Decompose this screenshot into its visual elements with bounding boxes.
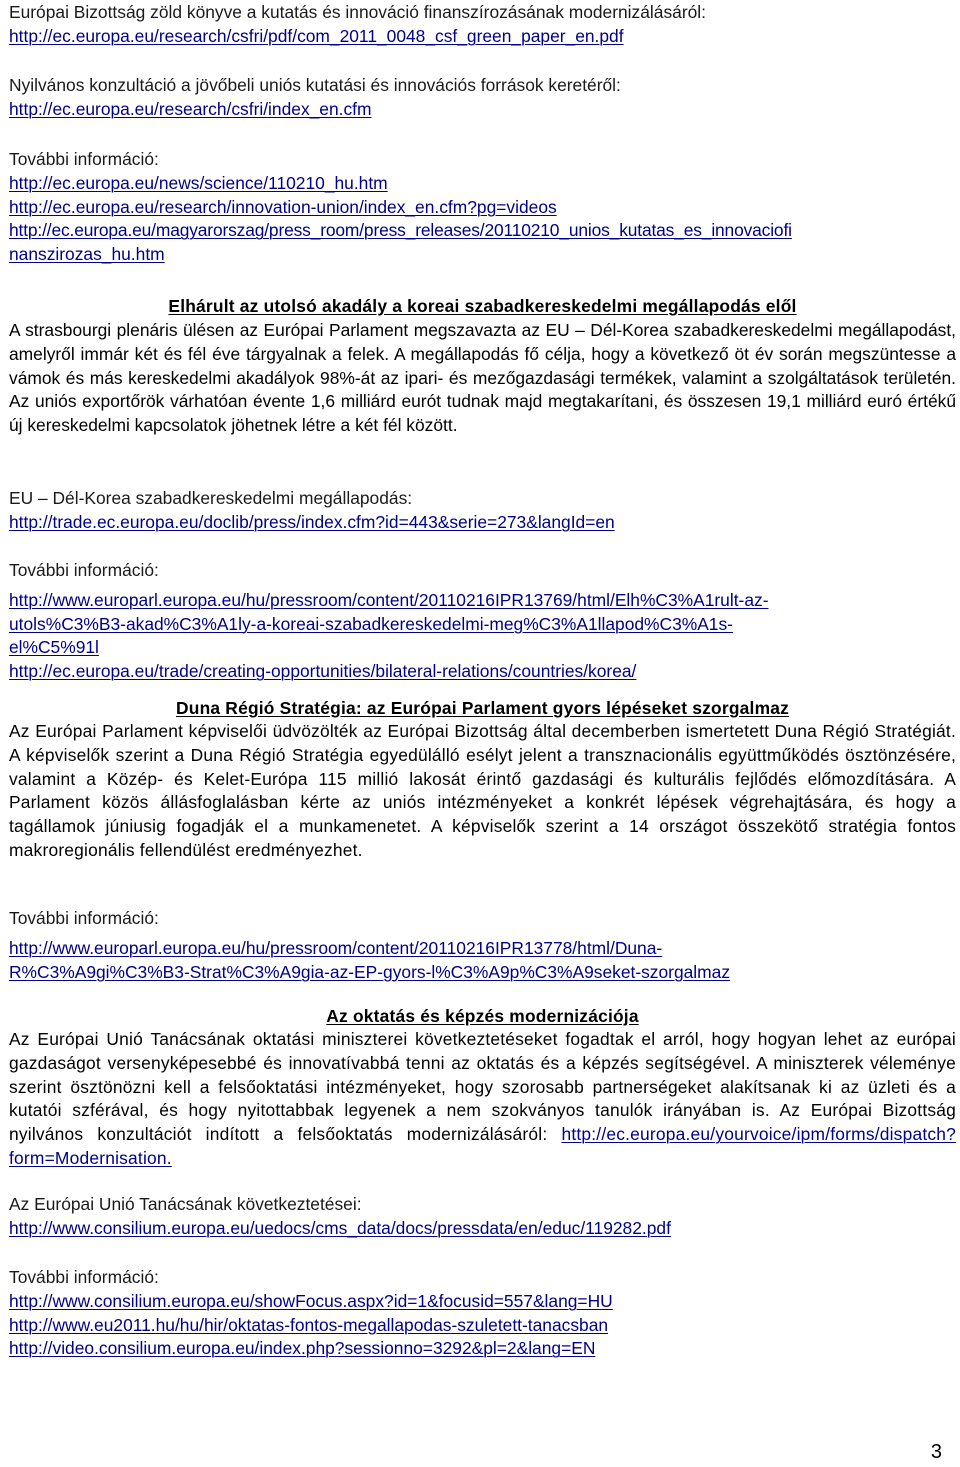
- danube-more-info-block: [9, 907, 956, 984]
- intro-more-info-block: [9, 148, 956, 267]
- education-heading: [9, 1005, 956, 1029]
- education-paragraph-text: Az Európai Unió Tanácsának oktatási miniszterei következtetéseket fogadtak el arról, hogy hogyan lehet az európai gazdaságot versenyképesebbé és innovatívabbá tenni az oktatás és a képzés segítségével. A miniszterek véleménye szerint ösztönözni kell a felsőoktatási intézményeket, hogy szorosabb partnerségeket alakítsanak ki az üzleti és a kutatói szférával, és hogy nyitottabbak legyenek a nem szokványos tanulók irányában is. Az Európai Bizottság nyilvános konzultációt indított a felsőoktatás modernizálásáról:: [9, 1029, 956, 1145]
- education-more-info-block: [9, 1266, 956, 1361]
- page-number: 3: [930, 1441, 942, 1464]
- korea-more-info-label: További információ:: [9, 560, 159, 580]
- korea-europarl-link-3[interactable]: el%C5%91l: [9, 637, 99, 658]
- council-link[interactable]: http://www.consilium.europa.eu/uedocs/cms_data/docs/pressdata/en/educ/119282.pdf: [9, 1217, 671, 1238]
- korea-more-info-block: [9, 559, 956, 684]
- education-consultation-link[interactable]: http://ec.europa.eu/yourvoice/ipm/forms/dispatch?form=Modernisation.: [9, 1124, 956, 1168]
- consultation-label: Nyilvános konzultáció a jövőbeli uniós kutatási és innovációs források keretéről:: [9, 75, 621, 95]
- korea-trade-link[interactable]: http://ec.europa.eu/trade/creating-opportunities/bilateral-relations/countries/korea/: [9, 661, 637, 682]
- korea-europarl-link-2[interactable]: utols%C3%B3-akad%C3%A1ly-a-koreai-szabadkereskedelmi-meg%C3%A1llapod%C3%A1s-: [9, 613, 733, 634]
- korea-agreement-link[interactable]: http://trade.ec.europa.eu/doclib/press/index.cfm?id=443&serie=273&langId=en: [9, 511, 615, 532]
- education-more-info-label: További információ:: [9, 1267, 159, 1287]
- korea-agreement-block: [9, 487, 956, 535]
- consultation-link[interactable]: http://ec.europa.eu/research/csfri/index_en.cfm: [9, 98, 372, 119]
- education-paragraph: [9, 1028, 956, 1171]
- intro-link-press-release-cont[interactable]: nanszirozas_hu.htm: [9, 244, 165, 265]
- korea-heading-text: Elhárult az utolsó akadály a koreai szabadkereskedelmi megállapodás elől: [168, 296, 797, 316]
- danube-heading-text: Duna Régió Stratégia: az Európai Parlament gyors lépéseket szorgalmaz: [176, 698, 789, 718]
- danube-more-info-label: További információ:: [9, 908, 159, 928]
- danube-paragraph: Az Európai Parlament képviselői üdvözölték az Európai Bizottság által decemberben ismertetett Duna Régió Stratégiát. A képviselők szerint a Duna Régió Stratégia egyedülálló esélyt jelent a transznacionális együttműködés ösztönzésére, valamint a Közép- és Kelet-Európa 115 millió lakosát érintő gazdasági és kulturális fejlődés előmozdítására. A Parlament közös állásfoglalásban kérte az uniós intézményeket a konkrét lépések végrehajtására, és hogy a tagállamok júniusig fogadják el a munkamenetet. A képviselők szerint a 14 országot összekötő stratégia fontos makroregionális fellendülést eredményezhet.: [9, 721, 956, 860]
- korea-heading: [9, 295, 956, 319]
- korea-agreement-label: EU – Dél-Korea szabadkereskedelmi megállapodás:: [9, 488, 413, 508]
- education-link-video[interactable]: http://video.consilium.europa.eu/index.php?sessionno=3292&pl=2&lang=EN: [9, 1338, 596, 1359]
- council-block: [9, 1193, 956, 1241]
- danube-europarl-link-2[interactable]: R%C3%A9gi%C3%B3-Strat%C3%A9gia-az-EP-gyors-l%C3%A9p%C3%A9seket-szorgalmaz: [9, 961, 731, 982]
- consultation-block: [9, 74, 956, 122]
- korea-paragraph: A strasbourgi plenáris ülésen az Európai Parlament megszavazta az EU – Dél-Korea szabadkereskedelmi megállapodást, amelyről immár két és fél éve tárgyalnak a felek. A megállapodás fő célja, hogy a következő öt év során megszüntesse a vámok és más kereskedelmi akadályok 98%-át az ipari- és mezőgazdasági termékek, valamint a szolgáltatások területén. Az uniós exportőrök várhatóan évente 1,6 milliárd eurót tudnak majd megtakarítani, és összesen 19,1 milliárd euró értékű új kereskedelmi kapcsolatok jöhetnek létre a két fél között.: [9, 320, 956, 436]
- green-paper-block: [9, 1, 956, 49]
- education-link-showfocus[interactable]: http://www.consilium.europa.eu/showFocus.aspx?id=1&focusid=557&lang=HU: [9, 1290, 613, 1311]
- intro-link-innovation-union[interactable]: http://ec.europa.eu/research/innovation-union/index_en.cfm?pg=videos: [9, 196, 557, 217]
- danube-heading: [9, 697, 956, 721]
- education-heading-text: Az oktatás és képzés modernizációja: [326, 1006, 639, 1026]
- council-label: Az Európai Unió Tanácsának következtetései:: [9, 1194, 362, 1214]
- korea-europarl-link-1[interactable]: http://www.europarl.europa.eu/hu/pressroom/content/20110216IPR13769/html/Elh%C3%A1rult-az-: [9, 589, 769, 610]
- education-link-eu2011[interactable]: http://www.eu2011.hu/hu/hir/oktatas-fontos-megallapodas-szuletett-tanacsban: [9, 1314, 609, 1335]
- intro-link-press-release[interactable]: http://ec.europa.eu/magyarorszag/press_room/press_releases/20110210_unios_kutatas_es_innovaciofi: [9, 220, 792, 241]
- intro-link-news[interactable]: http://ec.europa.eu/news/science/110210_hu.htm: [9, 172, 388, 193]
- green-paper-link[interactable]: http://ec.europa.eu/research/csfri/pdf/com_2011_0048_csf_green_paper_en.pdf: [9, 25, 624, 46]
- danube-europarl-link-1[interactable]: http://www.europarl.europa.eu/hu/pressroom/content/20110216IPR13778/html/Duna-: [9, 937, 663, 958]
- intro-more-info-label: További információ:: [9, 149, 159, 169]
- green-paper-label: Európai Bizottság zöld könyve a kutatás és innováció finanszírozásának modernizálásáról:: [9, 2, 706, 22]
